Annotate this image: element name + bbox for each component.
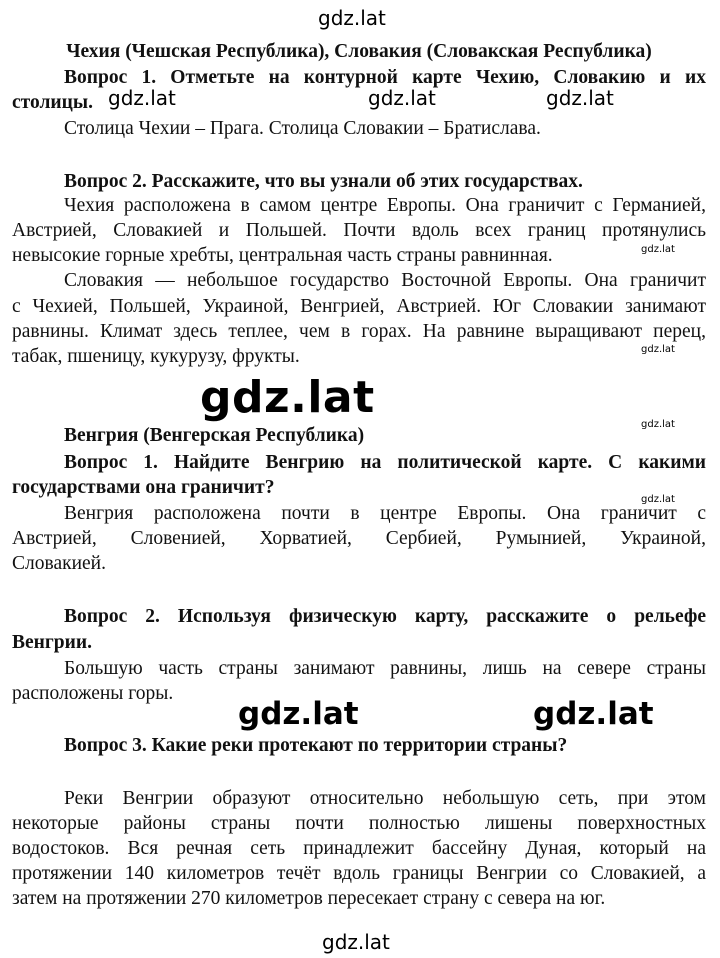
paragraph-czech-line-3: невысокие горные хребты, центральная часть страны равнинная. [12, 245, 553, 266]
hungary-answer-1-line-2: Австрией, Словенией, Хорватией, Сербией, Румынией, Украиной, [12, 528, 706, 549]
watermark-small-3: gdz.lat [641, 419, 675, 430]
hungary-answer-3-line-3: водостоков. Вся речная сеть принадлежит бассейну Дуная, который на [12, 838, 706, 859]
watermark-small-1: gdz.lat [641, 244, 675, 255]
paragraph-slovakia-line-4: табак, пшеницу, кукурузу, фрукты. [12, 346, 300, 367]
paragraph-slovakia-line-3: равнины. Климат здесь теплее, чем в горах. На равнине выращивают перец, [12, 321, 706, 342]
section-title-hungary: Венгрия (Венгерская Республика) [64, 425, 365, 446]
hungary-answer-1-line-1: Венгрия расположена почти в центре Европы. Она граничит с [64, 503, 706, 524]
answer-1: Столица Чехии – Прага. Столица Словакии – Братислава. [64, 118, 541, 139]
hungary-answer-2-line-1: Большую часть страны занимают равнины, лишь на севере страны [64, 658, 706, 679]
hungary-question-1-line-1: Вопрос 1. Найдите Венгрию на политической карте. С какими [64, 452, 706, 473]
section-title-czech-slovakia: Чехия (Чешская Республика), Словакия (Словакская Республика) [66, 41, 652, 62]
watermark-top: gdz.lat [318, 6, 386, 30]
hungary-question-2-line-1: Вопрос 2. Используя физическую карту, расскажите о рельефе [64, 606, 706, 627]
hungary-answer-3-line-1: Реки Венгрии образуют относительно небольшую сеть, при этом [64, 788, 706, 809]
watermark-small-4: gdz.lat [641, 494, 675, 505]
hungary-answer-3-line-5: затем на протяжении 270 километров пересекает страну с севера на юг. [12, 888, 606, 909]
paragraph-slovakia-line-1: Словакия — небольшое государство Восточной Европы. Она граничит [64, 270, 706, 291]
watermark-bottom: gdz.lat [322, 930, 390, 954]
question-1-line-2: столицы. [12, 92, 93, 113]
watermark-inline-3: gdz.lat [546, 86, 614, 110]
watermark-inline-2: gdz.lat [368, 86, 436, 110]
hungary-answer-1-line-3: Словакией. [12, 553, 106, 574]
question-2: Вопрос 2. Расскажите, что вы узнали об этих государствах. [64, 171, 583, 192]
question-1-line-1: Вопрос 1. Отметьте на контурной карте Чехию, Словакию и их [64, 67, 706, 88]
hungary-answer-2-line-2: расположены горы. [12, 683, 174, 704]
watermark-small-2: gdz.lat [641, 344, 675, 355]
watermark-mid-left: gdz.lat [238, 696, 359, 732]
hungary-question-3: Вопрос 3. Какие реки протекают по территории страны? [64, 735, 568, 756]
hungary-answer-3-line-4: протяжении 140 километров течёт вдоль границы Венгрии со Словакией, а [12, 863, 706, 884]
paragraph-czech-line-1: Чехия расположена в самом центре Европы. Она граничит с Германией, [64, 195, 706, 216]
watermark-inline-1: gdz.lat [108, 86, 176, 110]
hungary-question-2-line-2: Венгрии. [12, 632, 92, 653]
hungary-answer-3-line-2: некоторые районы страны почти полностью лишены поверхностных [12, 813, 706, 834]
hungary-question-1-line-2: государствами она граничит? [12, 477, 275, 498]
paragraph-slovakia-line-2: с Чехией, Польшей, Украиной, Венгрией, Австрией. Юг Словакии занимают [12, 296, 706, 317]
watermark-mid-right: gdz.lat [533, 696, 654, 732]
paragraph-czech-line-2: Австрией, Словакией и Польшей. Почти вдоль всех границ протянулись [12, 220, 706, 241]
watermark-big: gdz.lat [200, 372, 375, 423]
